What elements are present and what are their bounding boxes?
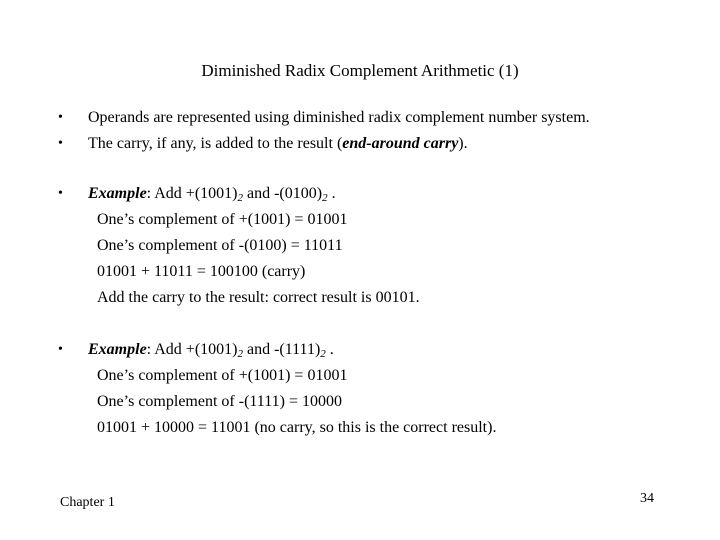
example2-line-2: One’s complement of -(1111) = 10000 <box>97 393 342 410</box>
bullet-icon: • <box>58 136 63 151</box>
example1-label: Example <box>88 185 147 202</box>
bullet-icon: • <box>58 110 63 125</box>
example1-line-3: 01001 + 11011 = 100100 (carry) <box>97 263 306 280</box>
example2-mid-text: and -(1111) <box>242 341 321 358</box>
example2-line-1: One’s complement of +(1001) = 01001 <box>97 367 348 384</box>
example2-sub2: 2 <box>320 348 326 360</box>
example1-sub2: 2 <box>322 192 328 204</box>
point-operands: Operands are represented using diminished radix complement number system. <box>88 109 590 126</box>
example2-end-text: . <box>325 341 334 358</box>
bullet-icon: • <box>58 186 63 201</box>
example1-colon-text: : Add +(1001) <box>146 185 238 202</box>
example1-line-1: One’s complement of +(1001) = 01001 <box>97 211 348 228</box>
point-carry-emphasis: end-around carry <box>342 135 459 152</box>
example2-colon-text: : Add +(1001) <box>146 341 238 358</box>
example1-sub1: 2 <box>237 192 243 204</box>
example1-heading <box>88 184 336 204</box>
example2-heading <box>88 340 334 360</box>
point-carry-prefix: The carry, if any, is added to the result ( <box>88 135 343 152</box>
example2-label: Example <box>88 341 147 358</box>
page-number: 34 <box>640 491 654 506</box>
point-carry <box>88 134 468 154</box>
example1-mid-text: and -(0100) <box>242 185 323 202</box>
example1-line-4: Add the carry to the result: correct result is 00101. <box>97 289 420 306</box>
bullet-icon: • <box>58 342 63 357</box>
point-carry-suffix: ). <box>458 135 468 152</box>
example1-line-2: One’s complement of -(0100) = 11011 <box>97 237 343 254</box>
footer-chapter: Chapter 1 <box>60 495 115 510</box>
example1-end-text: . <box>327 185 336 202</box>
example2-line-3: 01001 + 10000 = 11001 (no carry, so this is the correct result). <box>97 419 497 436</box>
example2-sub1: 2 <box>237 348 243 360</box>
slide-title: Diminished Radix Complement Arithmetic (1) <box>201 61 519 80</box>
